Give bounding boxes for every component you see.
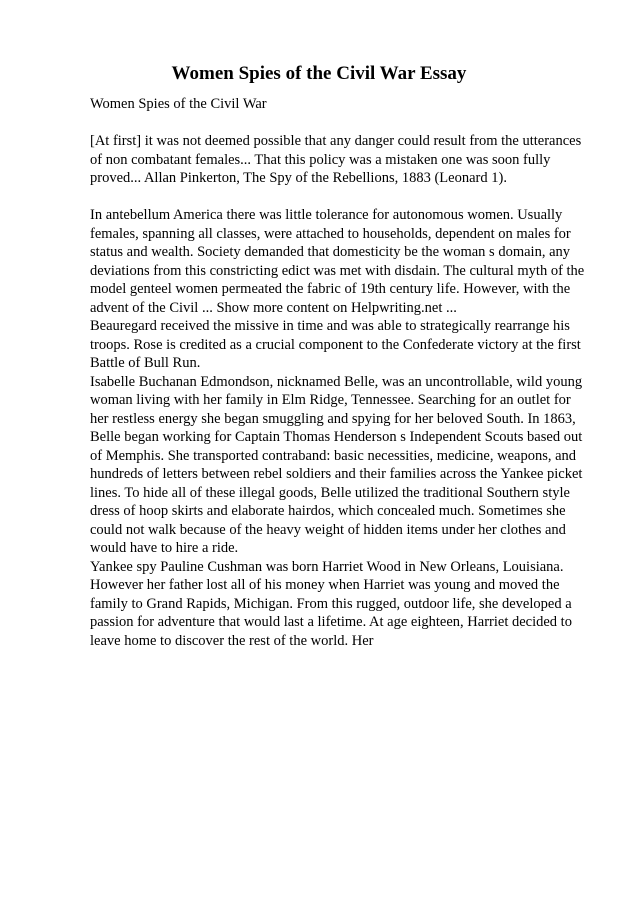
paragraph-quote: [At first] it was not deemed possible that any danger could result from the utterances of non combatant females... That this policy was a mistaken one was soon fully proved... Allan Pinkerton, The Spy of the Rebellions, 1883 (Leonard 1). xyxy=(90,133,582,186)
paragraph-beauregard: Beauregard received the missive in time and was able to strategically rearrange his troops. Rose is credited as a crucial component to the Confederate victory at the first Battle of Bull Run. xyxy=(90,318,581,371)
paragraph-belle-edmondson: Isabelle Buchanan Edmondson, nicknamed Belle, was an uncontrollable, wild young woman living with her family in Elm Ridge, Tennessee. Searching for an outlet for her restless energy she began smuggling and spying for her beloved South. In 1863, Belle began working for Captain Thomas Henderson s Independent Scouts based out of Memphis. She transported contraband: basic necessities, medicine, weapons, and hundreds of letters between rebel soldiers and their families across the Yankee picket lines. To hide all of these illegal goods, Belle utilized the traditional Southern style dress of hoop skirts and elaborate hairdos, which concealed much. Sometimes she could not walk because of the heavy weight of hidden items under her clothes and would have to hire a ride. xyxy=(90,373,583,556)
paragraph-pauline-cushman: Yankee spy Pauline Cushman was born Harriet Wood in New Orleans, Louisiana. However her father lost all of his money when Harriet was young and moved the family to Grand Rapids, Michigan. From this rugged, outdoor life, she developed a passion for adventure that would last a lifetime. At age eighteen, Harriet decided to leave home to discover the rest of the world. Her xyxy=(90,558,572,649)
document-title: Women Spies of the Civil War Essay xyxy=(171,63,467,84)
paragraph-antebellum: In antebellum America there was little tolerance for autonomous women. Usually females, spanning all classes, were attached to households, dependent on males for status and wealth. Society demanded that domesticity be the woman s domain, any deviations from this constricting edict was met with disdain. The cultural myth of the model genteel women permeated the fabric of 19th century life. However, with the advent of the Civil ... Show more content on Helpwriting.net ... xyxy=(90,207,585,316)
document-body xyxy=(90,95,590,650)
document-subtitle: Women Spies of the Civil War xyxy=(90,96,267,112)
